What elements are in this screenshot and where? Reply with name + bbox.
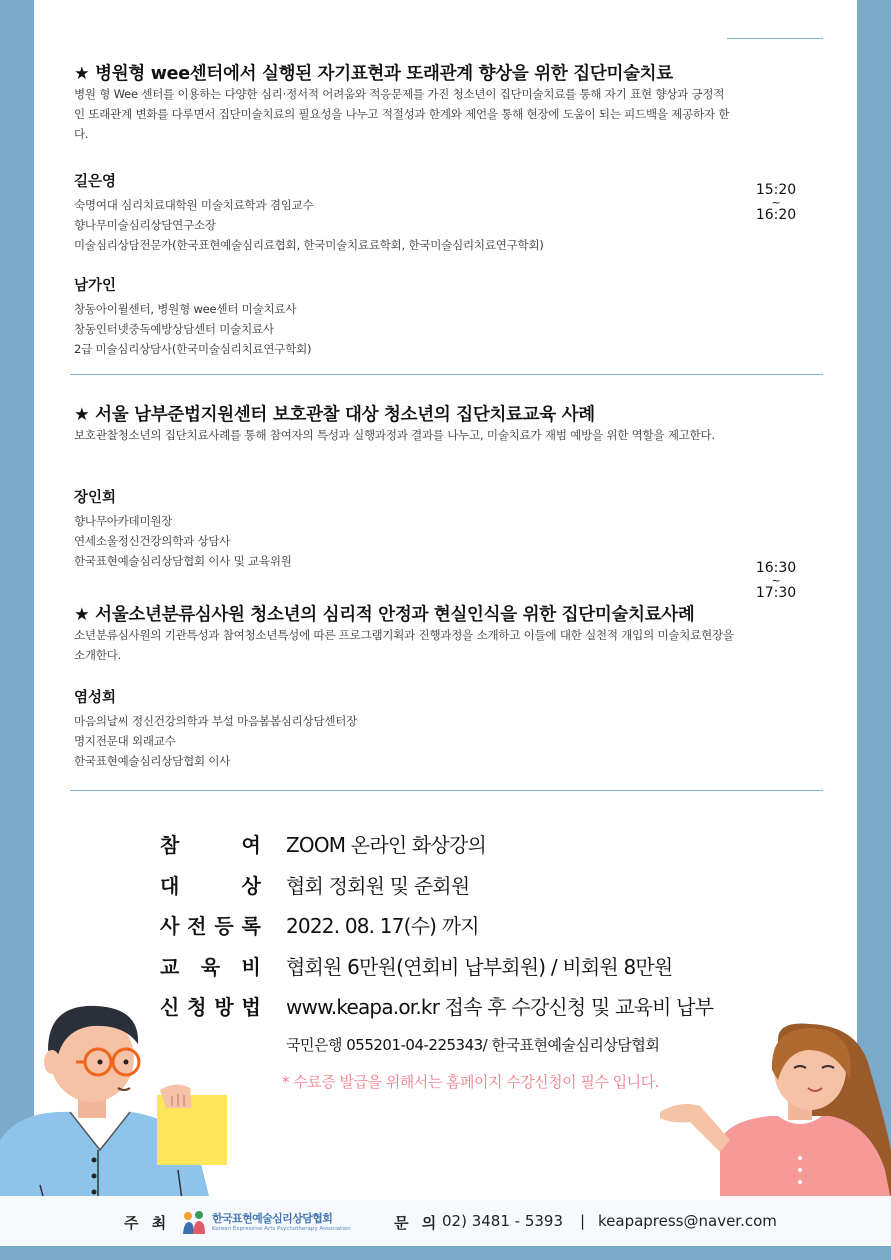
organization-logo (180, 1208, 360, 1236)
host-label: 주 최 (124, 1214, 171, 1232)
session-1-title: ★ 병원형 wee센터에서 실행된 자기표현과 또래관계 향상을 위한 집단미술치료 (74, 64, 673, 84)
man-illustration (0, 1000, 240, 1200)
org-name: 한국표현예술심리상담협회 (212, 1212, 333, 1225)
phone-number: 02) 3481 - 5393 (442, 1212, 564, 1230)
info-label: 참 여 (160, 833, 260, 857)
speaker-credential: 미술심리상담전문가(한국표현예술심리료협회, 한국미술치료료학회, 한국미술심리치료연구학회) (74, 238, 544, 252)
session-3-title: ★ 서울소년분류심사원 청소년의 심리적 안정과 현실인식을 위한 집단미술치료사례 (74, 605, 695, 625)
speaker-credential: 마음의날씨 정신건강의학과 부설 마음봄봄심리상담센터장 (74, 714, 358, 728)
contact-label: 문 의 (394, 1214, 441, 1232)
time-end: 16:20 (755, 207, 797, 223)
time-start: 15:20 (755, 182, 797, 198)
footer-divider: | (580, 1212, 586, 1230)
info-label: 신 청 방 법 (160, 995, 260, 1019)
speaker-3 (74, 486, 754, 571)
speaker-credential: 2급 미술심리상담사(한국미술심리치료연구학회) (74, 342, 312, 356)
time-end: 17:30 (755, 585, 797, 601)
speaker-credential: 한국표현예술심리상담협회 이사 (74, 754, 231, 768)
speaker-credential: 한국표현예술심리상담협회 이사 및 교육위원 (74, 554, 292, 568)
top-rule (727, 38, 823, 39)
session-3-description: 소년분류심사원의 기관특성과 참여청소년특성에 따른 프로그램기획과 진행과정을 소개하고 이들에 대한 실천적 개입의 미술치료현장을 소개한다. (74, 628, 734, 662)
info-label: 교 육 비 (160, 955, 260, 979)
speaker-credential: 창동아이윌센터, 병원형 wee센터 미술치료사 (74, 302, 297, 316)
info-value: 협회원 6만원(연회비 납부회원) / 비회원 8만원 (286, 955, 673, 979)
speaker-1 (74, 170, 754, 255)
time-slot-2 (740, 560, 812, 601)
speaker-credential: 창동인터넷중독예방상담센터 미술치료사 (74, 322, 274, 336)
certificate-note: * 수료증 발급을 위해서는 홈페이지 수강신청이 필수 입니다. (282, 1073, 659, 1091)
speaker-name: 염성희 (74, 690, 117, 706)
speaker-credential: 향나무미술심리상담연구소장 (74, 218, 216, 232)
time-slot-1 (740, 182, 812, 223)
info-label: 사 전 등 록 (160, 914, 260, 938)
website-link[interactable]: www.keapa.or.kr 접속 후 수강신청 및 교육비 납부 (286, 995, 714, 1019)
speaker-name: 장인희 (74, 490, 117, 506)
info-value: ZOOM 온라인 화상강의 (286, 833, 486, 857)
speaker-2 (74, 274, 754, 359)
logo-icon (180, 1208, 208, 1236)
speaker-4 (74, 686, 754, 771)
time-start: 16:30 (755, 560, 797, 576)
speaker-name: 남가인 (74, 278, 117, 294)
speaker-credential: 숙명여대 심리치료대학원 미술치료학과 겸임교수 (74, 198, 314, 212)
time-tilde: ~ (771, 574, 781, 587)
speaker-name: 길은영 (74, 174, 117, 190)
time-tilde: ~ (771, 196, 781, 209)
session-2-title: ★ 서울 남부준법지원센터 보호관찰 대상 청소년의 집단치료교육 사례 (74, 405, 595, 425)
footer (0, 1196, 891, 1246)
session-2-description: 보호관찰청소년의 집단치료사례를 통해 참여자의 특성과 실행과정과 결과를 나누고, 미술치료가 재범 예방을 위한 역할을 제고한다. (74, 428, 715, 442)
org-name-english: Korean Expressive Arts Psychotherapy Association (212, 1226, 351, 1232)
speaker-credential: 명지전문대 외래교수 (74, 734, 176, 748)
bank-account: 국민은행 055201-04-225343/ 한국표현예술심리상담협회 (286, 1036, 660, 1054)
speaker-credential: 연세소울정신건강의학과 상담사 (74, 534, 231, 548)
section-divider (70, 790, 823, 791)
info-label: 대 상 (160, 874, 260, 898)
email-link[interactable]: keapapress@naver.com (598, 1212, 777, 1230)
woman-illustration (660, 1020, 891, 1200)
bottom-bar (0, 1246, 891, 1260)
section-divider (70, 374, 823, 375)
speaker-credential: 향나무아카데미원장 (74, 514, 173, 528)
session-1-description: 병원 형 Wee 센터를 이용하는 다양한 심리·정서적 어려움와 적응문제를 가진 청소년이 집단미술치료를 통해 자기 표현 향상과 긍정적인 또래관계 변화를 다루면서 집단미술치료의 필요성을 나누고 적절성과 한계와 제언을 통해 현장에 도움이 되는 피드백을 제공하자 한다. (74, 87, 730, 141)
info-value: 협회 정회원 및 준회원 (286, 874, 470, 898)
info-value: 2022. 08. 17(수) 까지 (286, 914, 479, 938)
